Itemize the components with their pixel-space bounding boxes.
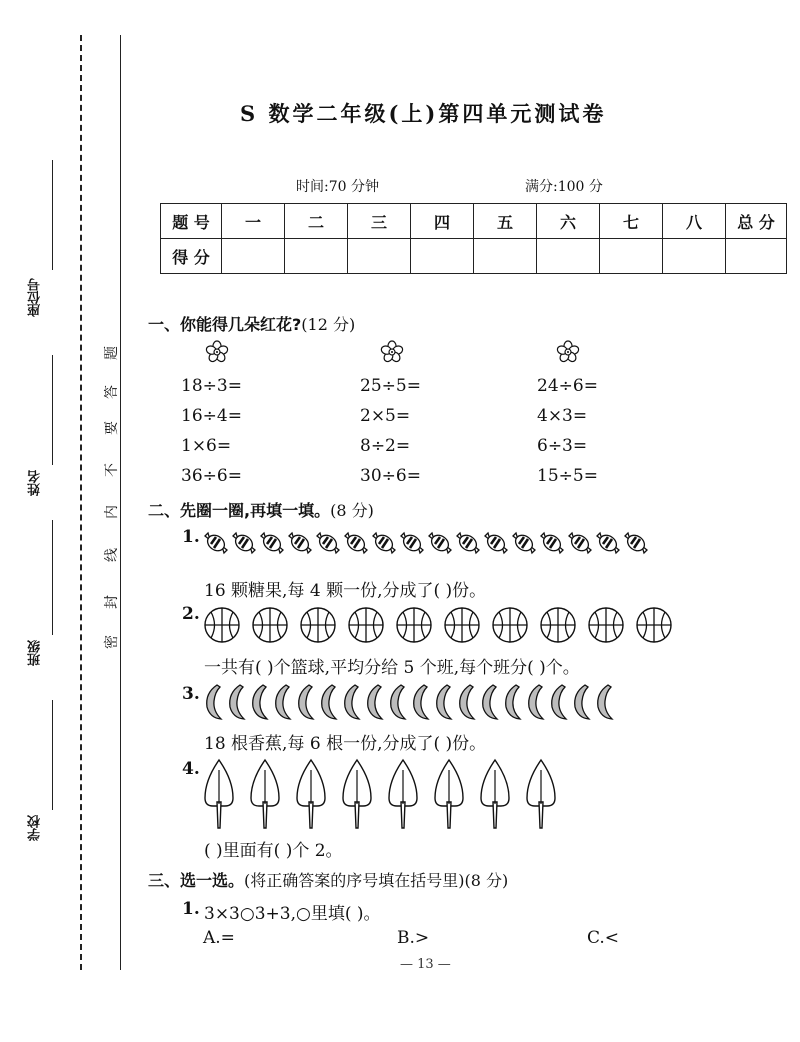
score-cell[interactable] — [411, 239, 474, 274]
banana-icon — [318, 683, 340, 725]
banana-icon — [249, 683, 271, 725]
section3-heading — [148, 868, 508, 891]
score-cell[interactable] — [726, 239, 787, 274]
candy-icon — [595, 530, 621, 560]
candy-icon — [343, 530, 369, 560]
basketball-icon — [443, 606, 481, 648]
q3-text: 18 根香蕉,每 6 根一份,分成了( )份。 — [204, 734, 487, 754]
time-info: 时间:70 分钟 — [296, 179, 379, 195]
candy-icon — [539, 530, 565, 560]
banana-icon — [594, 683, 616, 725]
leaf-icon — [387, 758, 419, 834]
seal-notice-char: 不 — [104, 463, 120, 477]
seal-notice-char: 内 — [104, 505, 120, 519]
candy-icon — [623, 530, 649, 560]
section2-heading — [148, 498, 374, 521]
banana-row — [203, 683, 617, 725]
banana-icon — [364, 683, 386, 725]
leaf-icon — [249, 758, 281, 834]
candy-icon — [483, 530, 509, 560]
q1-text: 16 颗糖果,每 4 颗一份,分成了( )份。 — [204, 581, 487, 601]
banana-icon — [433, 683, 455, 725]
basketball-icon — [635, 606, 673, 648]
seal-notice-char: 线 — [104, 548, 120, 562]
score-cell[interactable] — [600, 239, 663, 274]
section3-hint: (将正确答案的序号填在括号里)(8 分) — [244, 871, 509, 890]
section3-title: 三、选一选。 — [148, 871, 245, 890]
banana-icon — [410, 683, 432, 725]
basketball-icon — [251, 606, 289, 648]
score-cell[interactable] — [663, 239, 726, 274]
basketball-icon — [539, 606, 577, 648]
candy-icon — [203, 530, 229, 560]
seal-notice-char: 要 — [104, 421, 120, 435]
leaf-icon — [203, 758, 235, 834]
candy-icon — [371, 530, 397, 560]
school-write-line — [52, 700, 53, 810]
school-label: 学校 — [28, 815, 43, 841]
score-header-row — [161, 204, 787, 239]
equation: 8÷2= — [360, 436, 411, 456]
basketball-icon — [203, 606, 241, 648]
leaf-row — [203, 758, 571, 834]
candy-icon — [511, 530, 537, 560]
banana-icon — [571, 683, 593, 725]
score-value-row — [161, 239, 787, 274]
q3-number: 3. — [182, 684, 200, 704]
score-table — [160, 203, 787, 274]
score-cell[interactable] — [537, 239, 600, 274]
banana-icon — [272, 683, 294, 725]
equation: 15÷5= — [537, 466, 598, 486]
score-cell[interactable] — [222, 239, 285, 274]
equation: 1×6= — [181, 436, 232, 456]
leaf-icon — [479, 758, 511, 834]
binding-dashed-line — [80, 35, 82, 970]
banana-icon — [341, 683, 363, 725]
section1-points: (12 分) — [301, 315, 356, 334]
score-cell[interactable] — [285, 239, 348, 274]
leaf-icon — [295, 758, 327, 834]
seal-notice-char: 题 — [104, 346, 120, 360]
banana-icon — [387, 683, 409, 725]
q4-text: ( )里面有( )个 2。 — [204, 841, 343, 861]
class-label: 班级 — [28, 640, 43, 666]
option-b: B.> — [397, 928, 430, 948]
section2-title: 二、先圈一圈,再填一填。 — [148, 501, 331, 520]
candy-icon — [455, 530, 481, 560]
banana-icon — [226, 683, 248, 725]
equation: 25÷5= — [360, 376, 421, 396]
q4-number: 4. — [182, 759, 200, 779]
seal-notice-char: 密 — [104, 635, 120, 649]
candy-icon — [231, 530, 257, 560]
flower-icon — [556, 340, 580, 368]
seal-notice-char: 答 — [104, 385, 120, 399]
banana-icon — [502, 683, 524, 725]
basketball-icon — [587, 606, 625, 648]
score-column-header: 总 分 — [726, 204, 787, 239]
basketball-icon — [491, 606, 529, 648]
q2-number: 2. — [182, 604, 200, 624]
candy-icon — [259, 530, 285, 560]
section2-points: (8 分) — [330, 501, 374, 520]
banana-icon — [203, 683, 225, 725]
q1-number: 1. — [182, 527, 200, 547]
q2-text: 一共有( )个篮球,平均分给 5 个班,每个班分( )个。 — [204, 658, 580, 678]
flower-icon — [205, 340, 229, 368]
equation: 18÷3= — [181, 376, 242, 396]
candy-icon — [399, 530, 425, 560]
page-number: — 13 — — [400, 957, 451, 972]
candy-icon — [315, 530, 341, 560]
score-row-label: 得 分 — [161, 239, 222, 274]
score-column-header: 三 — [348, 204, 411, 239]
candy-icon — [567, 530, 593, 560]
flower-icon — [380, 340, 404, 368]
banana-icon — [479, 683, 501, 725]
candy-icon — [287, 530, 313, 560]
leaf-icon — [433, 758, 465, 834]
leaf-icon — [341, 758, 373, 834]
name-label: 姓名 — [28, 470, 43, 496]
score-cell[interactable] — [474, 239, 537, 274]
score-column-header: 八 — [663, 204, 726, 239]
candy-icon — [427, 530, 453, 560]
equation: 2×5= — [360, 406, 411, 426]
equation: 4×3= — [537, 406, 588, 426]
option-a: A.= — [203, 928, 235, 948]
equation: 6÷3= — [537, 436, 588, 456]
banana-icon — [456, 683, 478, 725]
banana-icon — [548, 683, 570, 725]
option-c: C.< — [587, 928, 620, 948]
class-write-line — [52, 520, 53, 635]
section1-heading — [148, 312, 355, 335]
seat-label: 座位号 — [28, 278, 43, 317]
basketball-icon — [395, 606, 433, 648]
equation: 30÷6= — [360, 466, 421, 486]
banana-icon — [525, 683, 547, 725]
full-score-info: 满分:100 分 — [525, 179, 603, 195]
banana-icon — [295, 683, 317, 725]
score-row-label: 题 号 — [161, 204, 222, 239]
equation: 24÷6= — [537, 376, 598, 396]
score-column-header: 一 — [222, 204, 285, 239]
seal-notice-char: 封 — [104, 595, 120, 609]
basketball-icon — [347, 606, 385, 648]
leaf-icon — [525, 758, 557, 834]
score-cell[interactable] — [348, 239, 411, 274]
s3-q1-text: 3×3○3+3,○里填( )。 — [204, 904, 381, 924]
score-column-header: 七 — [600, 204, 663, 239]
basketball-icon — [299, 606, 337, 648]
score-column-header: 二 — [285, 204, 348, 239]
section1-title: 一、你能得几朵红花? — [148, 315, 302, 334]
s3-q1-number: 1. — [182, 899, 200, 919]
score-column-header: 六 — [537, 204, 600, 239]
seat-write-line — [52, 160, 53, 270]
equation: 16÷4= — [181, 406, 242, 426]
candy-row — [203, 530, 651, 560]
page-title: S 数学二年级(上)第四单元测试卷 — [240, 101, 607, 126]
score-column-header: 五 — [474, 204, 537, 239]
name-write-line — [52, 355, 53, 465]
score-column-header: 四 — [411, 204, 474, 239]
basketball-row — [203, 606, 683, 648]
equation: 36÷6= — [181, 466, 242, 486]
